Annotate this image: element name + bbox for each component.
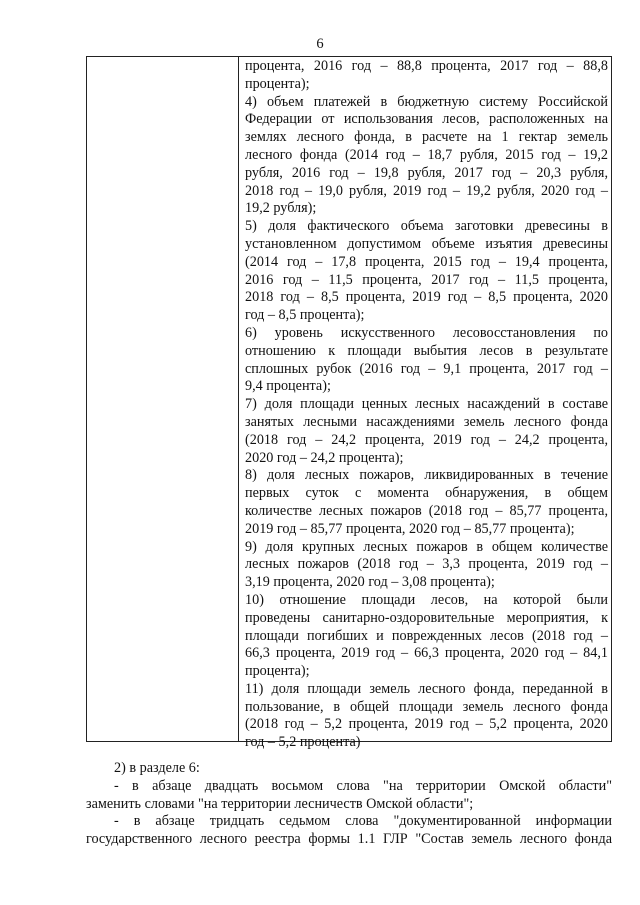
text-line: 2019 год – 85,77 процента, 2020 год – 85,77 процента);: [245, 520, 575, 537]
text-line: 11) доля площади земель лесного фонда, переданной в: [245, 680, 608, 697]
text-line: первых суток с момента обнаружения, в общем: [245, 485, 608, 502]
text-line: лесного фонда (2014 год – 18,7 рубля, 2015 год – 19,2: [245, 146, 608, 163]
text-line: занятых лесными насаждениями земель лесного фонда: [245, 413, 608, 430]
text-line: 10) отношение площади лесов, на которой были: [245, 591, 608, 608]
text-line: 2016 год – 11,5 процента, 2017 год – 11,5 процента,: [245, 271, 608, 288]
text-line: 9,4 процента);: [245, 378, 331, 395]
document-table: [86, 56, 612, 751]
table-cell-indicators: [245, 58, 608, 752]
text-line: количестве лесных пожаров (2018 год – 85,77 процента,: [245, 502, 608, 519]
text-line: (2018 год – 24,2 процента, 2019 год – 24,2 процента,: [245, 431, 608, 448]
text-line: 66,3 процента, 2019 год – 66,3 процента, 2020 год – 84,1: [245, 645, 608, 662]
text-line: 4) объем платежей в бюджетную систему Российской: [245, 93, 608, 110]
text-line: процента);: [245, 663, 310, 680]
text-line: заменить словами "на территории лесничеств Омской области";: [86, 795, 474, 812]
text-line: землях лесного фонда, в расчете на 1 гектар земель: [245, 129, 608, 146]
text-line: - в абзаце двадцать восьмом слова "на территории Омской области": [114, 777, 612, 794]
text-line: Федерации от использования лесов, расположенных на: [245, 111, 608, 128]
text-line: отношению к площади выбытия лесов в результате: [245, 342, 608, 359]
text-line: 9) доля крупных лесных пожаров в общем количестве: [245, 538, 608, 555]
text-line: процента, 2016 год – 88,8 процента, 2017 год – 88,8: [245, 58, 608, 74]
text-line: государственного лесного реестра формы 1.1 ГЛР "Состав земель лесного фонда: [86, 831, 612, 848]
section-heading: 2) в разделе 6:: [114, 760, 200, 776]
text-line: процента);: [245, 75, 310, 92]
text-line: год – 5,2 процента): [245, 734, 361, 751]
text-line: 3,19 процента, 2020 год – 3,08 процента);: [245, 574, 495, 591]
text-line: 7) доля площади ценных лесных насаждений в составе: [245, 396, 608, 413]
text-line: установленном допустимом объеме изъятия древесины: [245, 235, 608, 252]
paragraph-1: [86, 778, 612, 814]
text-line: - в абзаце тридцать седьмом слова "документированной информации: [114, 813, 612, 830]
text-line: лесных пожаров (2018 год – 3,3 процента, 2019 год –: [245, 556, 608, 573]
amendment-text: [86, 760, 612, 849]
text-line: 2018 год – 19,0 рубля, 2019 год – 19,2 рубля, 2020 год –: [245, 182, 608, 199]
text-line: 2020 год – 24,2 процента);: [245, 449, 404, 466]
text-line: 8) доля лесных пожаров, ликвидированных в течение: [245, 467, 608, 484]
text-line: сплошных рубок (2016 год – 9,1 процента, 2017 год –: [245, 360, 608, 377]
text-line: проведены санитарно-оздоровительные мероприятия, к: [245, 609, 608, 626]
text-line: (2014 год – 17,8 процента, 2015 год – 19,4 процента,: [245, 253, 608, 270]
text-line: 2018 год – 8,5 процента, 2019 год – 8,5 процента, 2020: [245, 289, 608, 306]
text-line: год – 8,5 процента);: [245, 307, 365, 324]
text-line: (2018 год – 5,2 процента, 2019 год – 5,2 процента, 2020: [245, 716, 608, 733]
paragraph-2: [86, 813, 612, 849]
text-line: пользование, в общей площади земель лесного фонда: [245, 698, 608, 715]
text-line: рубля, 2016 год – 19,8 рубля, 2017 год – 20,3 рубля,: [245, 164, 608, 181]
text-line: 19,2 рубля);: [245, 200, 317, 217]
text-line: 5) доля фактического объема заготовки древесины в: [245, 218, 608, 235]
page-number: 6: [316, 36, 324, 52]
table-column-divider: [238, 57, 239, 741]
text-line: 6) уровень искусственного лесовосстановления по: [245, 324, 608, 341]
text-line: площади погибших и поврежденных лесов (2018 год –: [245, 627, 608, 644]
